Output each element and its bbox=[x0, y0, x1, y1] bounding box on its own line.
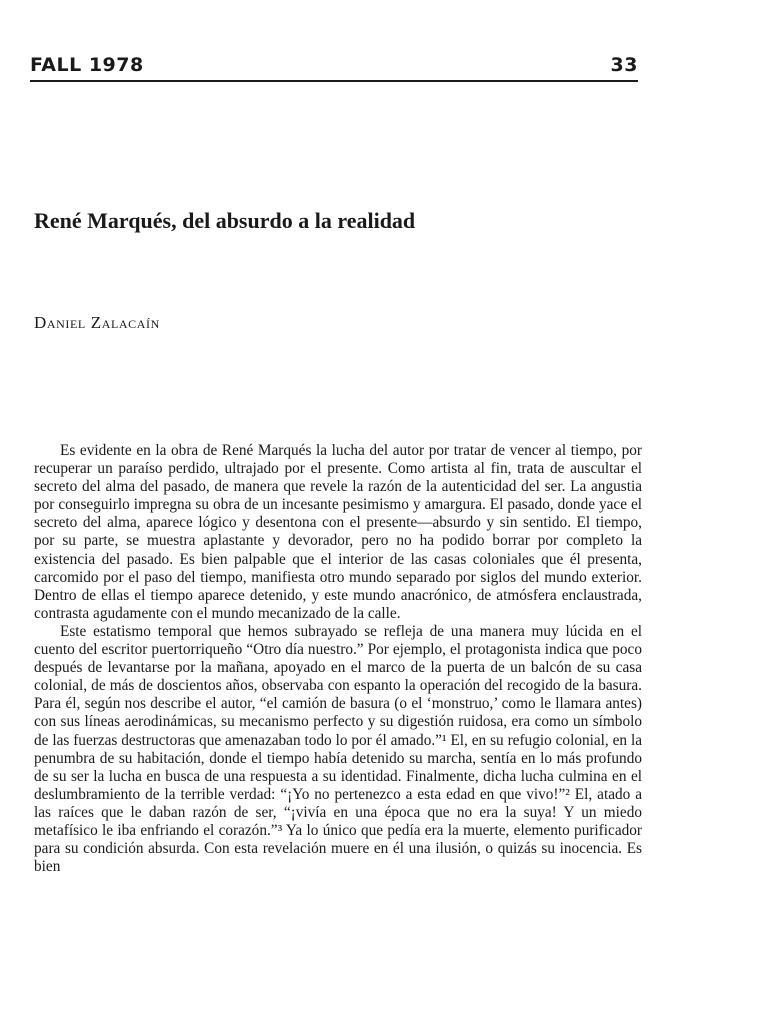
page-number: 33 bbox=[610, 54, 638, 76]
issue-season: FALL 1978 bbox=[30, 54, 144, 76]
article-body bbox=[34, 442, 642, 876]
article-title: René Marqués, del absurdo a la realidad bbox=[34, 208, 416, 233]
running-header bbox=[30, 54, 638, 82]
body-paragraph: Es evidente en la obra de René Marqués la lucha del autor por tratar de vencer al tiempo, por recuperar un paraíso perdido, ultrajado por el presente. Como artista al fin, trata de auscultar el secreto del alma del pasado, de manera que revele la razón de la autenticidad del ser. La angustia por conseguirlo impregna su obra de un incesante pesimismo y amargura. El pasado, donde yace el secreto del alma, aparece lógico y desentona con el presente—absurdo y sin sentido. El tiempo, por su parte, se muestra aplastante y devorador, pero no ha podido borrar por completo la existencia del pasado. Es bien palpable que el interior de las casas coloniales que él presenta, carcomido por el paso del tiempo, manifiesta otro mundo separado por siglos del mundo exterior. Dentro de ellas el tiempo aparece detenido, y este mundo anacrónico, de atmósfera enclaustrada, contrasta agudamente con el mundo mecanizado de la calle. bbox=[34, 442, 642, 622]
body-paragraph: Este estatismo temporal que hemos subrayado se refleja de una manera muy lúcida en el cuento del escritor puertorriqueño “Otro día nuestro.” Por ejemplo, el protagonista indica que poco después de levantarse por la mañana, apoyado en el marco de la puerta de un balcón de su casa colonial, de más de doscientos años, observaba con espanto la operación del recogido de la basura. Para él, según nos describe el autor, “el camión de basura (o el ‘monstruo,’ como le llamara antes) con sus líneas aerodinámicas, su mecanismo perfecto y su digestión ruidosa, era como un símbolo de las fuerzas destructoras que amenazaban todo lo por él amado.”¹ El, en su refugio colonial, en la penumbra de su habitación, donde el tiempo había detenido su marcha, sentía en lo más profundo de su ser la lucha en busca de una respuesta a su identidad. Finalmente, dicha lucha culmina en el deslumbramiento de la terrible verdad: “¡Yo no pertenezco a esta edad en que vivo!”² El, atado a las raíces que le daban razón de ser, “¡vivía en una época que no era la suya! Y un miedo metafísico le iba enfriando el corazón.”³ Ya lo único que pedía era la muerte, elemento purificador para su condición absurda. Con esta revelación muere en él una ilusión, o quizás su inocencia. Es bien bbox=[34, 622, 642, 876]
article-author: Daniel Zalacaín bbox=[34, 313, 160, 332]
